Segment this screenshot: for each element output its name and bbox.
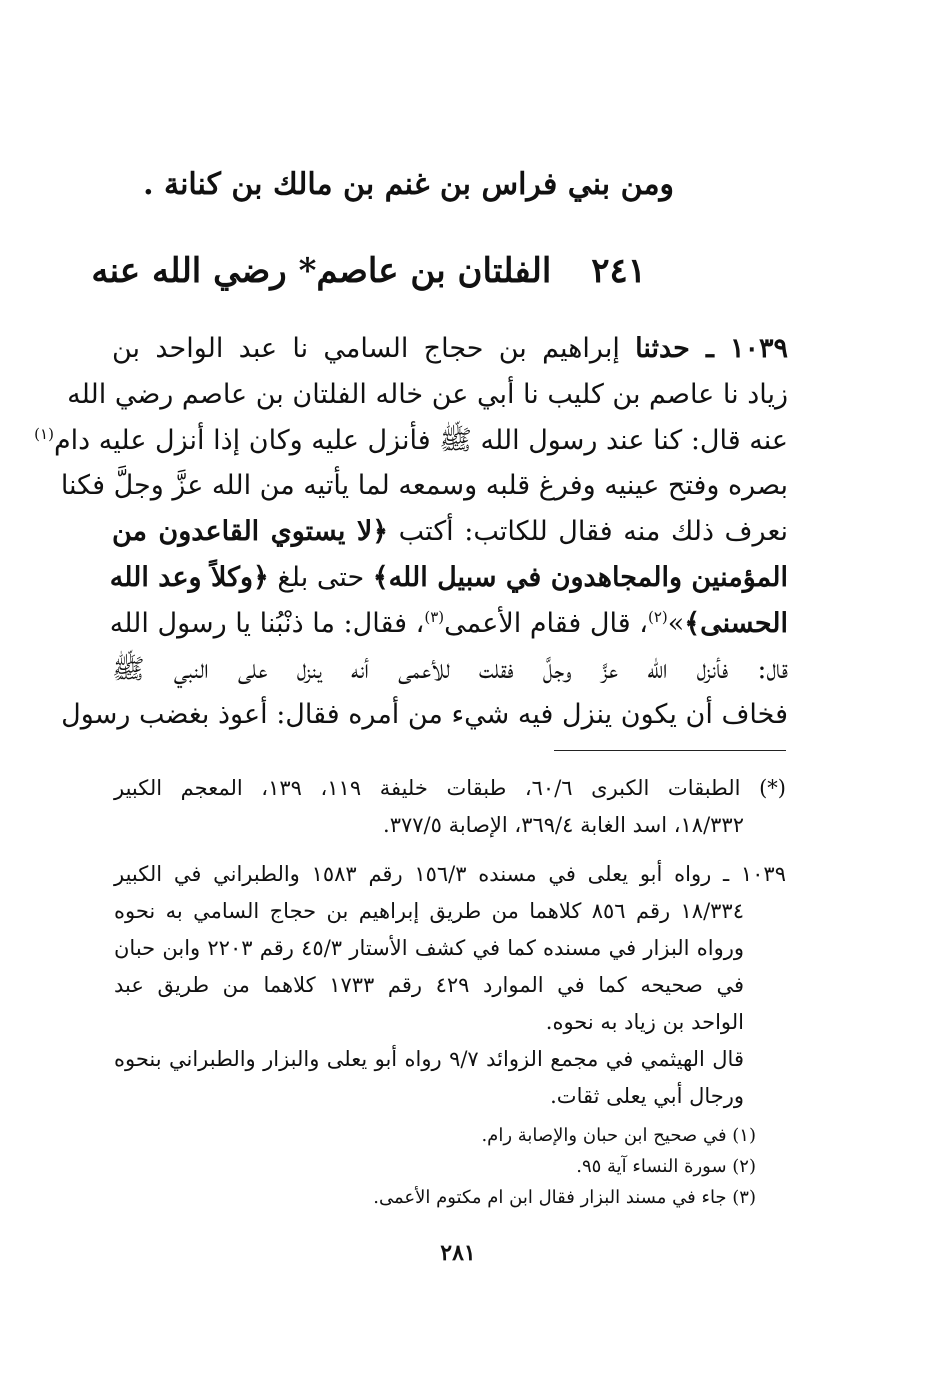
body-text-segment: إبراهيم بن حجاج السامي نا عبد الواحد بن	[112, 333, 636, 364]
body-line	[112, 509, 788, 555]
body-text-segment: فخاف أن يكون ينزل فيه شيء من أمره فقال: أعوذ بغضب رسول	[61, 699, 788, 731]
quran-quote: ﴿وكلاً وعد الله	[109, 561, 269, 593]
body-line	[61, 692, 788, 738]
body-line	[34, 418, 788, 464]
section-heading: ومن بني فراس بن غنم بن مالك بن كنانة .	[143, 167, 674, 202]
hadith-number: ١٠٣٩ ـ	[689, 333, 789, 364]
quran-quote: المؤمنين والمجاهدون في سبيل الله﴾	[372, 561, 788, 593]
body-line	[109, 601, 788, 647]
body-text-segment: بصره وفتح عينيه وفرغ قلبه وسمعه لما يأتيه من الله عزَّ وجلَّ فكنا	[60, 470, 788, 502]
entry-suffix: رضي الله عنه	[91, 251, 287, 291]
body-line	[109, 555, 788, 601]
small-footnote: (٣) جاء في مسند البزار فقال ابن ام مكتوم الأعمى.	[373, 1187, 756, 1208]
footnote-line: ورجال أبي يعلى ثقات.	[550, 1084, 744, 1108]
hadith-body	[34, 326, 789, 738]
page-number: ٢٨١	[440, 1240, 476, 1266]
footnote-line: الواحد بن زياد به نحوه.	[545, 1010, 744, 1034]
footnote-line: ورواه البزار في مسنده كما في كشف الأستار ٤٥/٣ رقم ٢٢٠٣ وابن حبان	[114, 936, 745, 960]
small-footnotes	[336, 1120, 756, 1213]
quran-quote: الحسنى﴾	[684, 607, 788, 639]
entry-name: الفلتان بن عاصم	[316, 251, 552, 291]
small-footnote: (٢) سورة النساء آية ٩٥.	[576, 1156, 756, 1177]
small-footnote: (١) في صحيح ابن حبان والإصابة رام.	[481, 1125, 756, 1146]
body-text-segment: زياد نا عاصم بن كليب نا أبي عن خاله الفلتان بن عاصم رضي الله	[67, 378, 788, 410]
entry-number: ٢٤١	[591, 251, 646, 291]
footnote-line: (*) الطبقات الكبرى ٦٠/٦، طبقات خليفة ١١٩، ١٣٩، المعجم الكبير	[114, 776, 786, 800]
footnote-line: ١٨/٣٣٢، اسد الغابة ٣٦٩/٤، الإصابة ٣٧٧/٥.	[383, 813, 744, 837]
footnote-ref: (١)	[34, 424, 54, 443]
footnote-ref: (٣)	[424, 607, 445, 626]
body-line	[112, 647, 788, 693]
footnote-line: قال الهيثمي في مجمع الزوائد ٩/٧ رواه أبو يعلى والبزار والطبراني بنحوه	[114, 1047, 744, 1071]
entry-title	[91, 246, 646, 296]
haddathana-word: حدثنا	[635, 333, 690, 364]
body-text-segment: ، قال فقام الأعمى	[444, 607, 648, 639]
footnote-star	[114, 770, 786, 844]
body-text-segment: »	[667, 607, 685, 639]
body-text-segment: نعرف ذلك منه فقال للكاتب: أكتب	[388, 516, 788, 548]
body-text-segment: عنه قال: كنا عند رسول الله ﷺ فأنزل عليه وكان إذا أنزل عليه دام	[53, 424, 788, 456]
body-text-segment: حتى بلغ	[268, 561, 373, 593]
footnote-line: ١٨/٣٣٤ رقم ٨٥٦ كلاهما من طريق إبراهيم بن حجاج السامي به نحوه	[114, 899, 744, 923]
body-text-segment: قال: فأنزل الله عزَّ وجلَّ فقلت للأعمى أنه ينزل على النبي ﷺ	[112, 653, 788, 685]
entry-asterisk: *	[298, 251, 317, 291]
body-line	[112, 326, 788, 372]
quran-quote: ﴿لا يستوي القاعدون من	[112, 516, 389, 548]
footnote-line: في صحيحه كما في الموارد ٤٢٩ رقم ١٧٣٣ كلاهما من طريق عبد	[114, 973, 744, 997]
body-line	[60, 463, 788, 509]
footnote-1039	[114, 856, 786, 1115]
footnote-line: ١٠٣٩ ـ رواه أبو يعلى في مسنده ١٥٦/٣ رقم ١٥٨٣ والطبراني في الكبير	[114, 862, 786, 886]
footnote-ref: (٢)	[647, 607, 668, 626]
body-line	[67, 372, 788, 418]
footnote-divider	[554, 750, 786, 751]
body-text-segment: ، فقال: ما ذنْبُنا يا رسول الله	[109, 607, 425, 639]
